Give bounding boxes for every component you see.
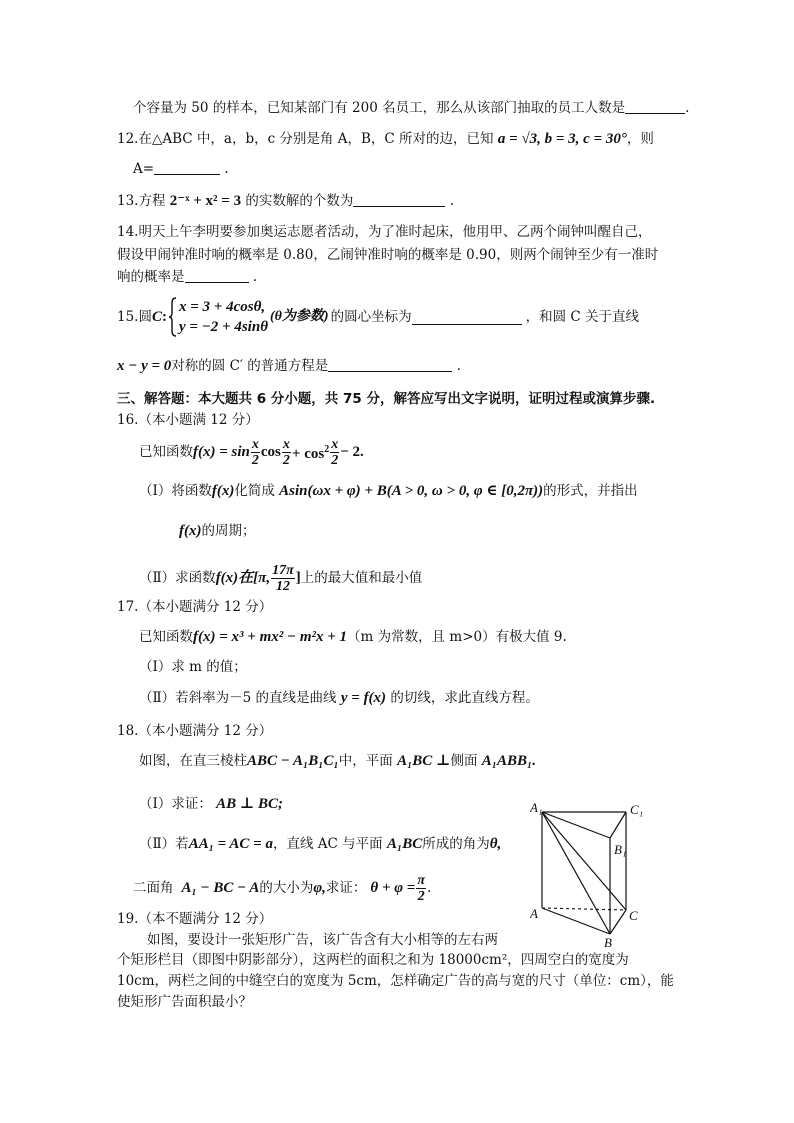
q15-line-math: x − y = 0 — [117, 358, 172, 374]
q15-eq2: y = −2 + 4sinθ — [179, 319, 268, 335]
q16-part2-frac: $\frac{17\pi}{12}$ — [272, 562, 294, 594]
q18-line3-math: A₁ − BC − A — [181, 880, 260, 896]
q18-given-b: 中，平面 — [338, 753, 393, 769]
label-B: B — [604, 935, 612, 950]
q16-part1-fx: f(x) — [211, 483, 235, 499]
q16-part2 — [139, 558, 422, 598]
q14-line2: 假设甲闹钟准时响的概率是 0.80，乙闹钟准时响的概率是 0.90，则两个闹钟至少有一准时 — [117, 247, 659, 263]
label-B1: B₁ — [614, 842, 627, 857]
q16-part2-text: （Ⅱ）求函数 — [139, 570, 216, 586]
q18-given-math2: A₁BC ⊥ — [397, 753, 451, 769]
q18-part2-math2: A₁BC — [386, 836, 423, 852]
q16-part1-math: Asin(ωx + φ) + B(A > 0, ω > 0, φ ∈ [0,2π)) — [279, 483, 544, 499]
q15-line2 — [117, 357, 461, 375]
q16-minus2: − 2. — [340, 444, 364, 460]
q18-line3-c: 求证： — [325, 880, 367, 896]
q18-part2 — [139, 835, 501, 853]
q16-given-text: 已知函数 — [139, 444, 193, 460]
q16-part2-bracket: ] — [295, 570, 301, 586]
q17-part2 — [139, 689, 539, 707]
q13-text2: 的实数解的个数为 — [245, 193, 354, 209]
q18-given-text: 如图，在直三棱柱 — [139, 753, 247, 769]
prism-figure — [530, 800, 670, 950]
q16-part1-b: 化简成 — [234, 483, 275, 499]
q18-part1-text: （Ⅰ）求证： — [139, 796, 212, 812]
q17-header: 17.（本小题满分 12 分） — [117, 599, 273, 615]
q17-part2-math: y = f(x) — [340, 690, 387, 706]
q18-line3-text: 二面角 — [133, 880, 174, 896]
q12-text: 12.在△ABC 中，a，b，c 分别是角 A，B，C 所对的边，已知 — [117, 131, 494, 147]
q18-part2-math1: AA₁ = AC = a — [188, 836, 273, 852]
q15-label: 15.圆 — [117, 309, 152, 325]
q16-fx: f(x) = sin — [193, 444, 250, 460]
q16-plus-cos2: + $\cos^2$ — [291, 444, 330, 462]
q16-part1 — [139, 482, 638, 500]
q18-part1 — [139, 795, 283, 813]
q16-part1-fx2: f(x) — [179, 523, 202, 539]
q17-given-b: （m 为常数，且 m>0）有极大值 9. — [347, 629, 567, 645]
q13-text: 13.方程 — [117, 193, 166, 209]
q18-given-c: 侧面 — [450, 753, 478, 769]
q19-line2: 个矩形栏目（即图中阴影部分），这两栏的面积之和为 18000cm²，四周空白的宽度为 — [117, 952, 629, 968]
q18-line3-math2: θ + φ = — [370, 880, 416, 896]
q15-text1: 的圆心坐标为 — [330, 309, 412, 325]
q12-math: a = √3, b = 3, c = 30° — [497, 131, 627, 147]
q11-end: . — [685, 100, 690, 116]
q15-end: . — [456, 358, 461, 374]
q16-part2-math: f(x)在[π, — [215, 570, 271, 586]
q16-part2-b: 上的最大值和最小值 — [300, 570, 423, 586]
q18-part2-text: （Ⅱ）若 — [139, 836, 189, 852]
q16-frac3: $\frac{x}{2}$ — [331, 436, 339, 468]
q14-line1: 14.明天上午李明要参加奥运志愿者活动，为了准时起床，他用甲、乙两个闹钟叫醒自己， — [117, 224, 652, 240]
q17-given-math: f(x) = x³ + mx² − m²x + 1 — [193, 629, 348, 645]
q19-header: 19.（本不题满分 12 分） — [117, 911, 273, 927]
q18-header: 18.（本小题满分 12 分） — [117, 723, 273, 739]
q11-blank — [625, 99, 685, 114]
q12-end: . — [224, 161, 229, 177]
q15-line — [117, 294, 639, 340]
q19-line1: 如图，要设计一张矩形广告，该广告含有大小相等的左右两 — [147, 932, 498, 948]
q18-line3-phi: φ, — [313, 880, 326, 896]
q15-blank2 — [328, 357, 452, 372]
q14-end: . — [252, 269, 258, 285]
q15-eq1: x = 3 + 4cosθ, — [179, 299, 266, 315]
q12-then: ，则 — [626, 131, 654, 147]
q18-line3 — [133, 868, 431, 908]
q12-line — [117, 130, 654, 148]
q17-given-text: 已知函数 — [139, 629, 193, 645]
section-3-heading: 三、解答题：本大题共 6 分小题，共 75 分，解答应写出文字说明，证明过程或演算步骤. — [117, 391, 656, 407]
q15-line2-text: 对称的圆 C′ 的普通方程是 — [171, 358, 329, 374]
q18-given-math3: A₁ABB₁. — [481, 753, 536, 769]
q13-line — [117, 192, 454, 210]
label-C: C — [629, 908, 638, 923]
q15-colon: : — [162, 309, 167, 325]
q18-line3-end: . — [426, 880, 432, 896]
q18-part2-theta: θ, — [489, 836, 502, 852]
q18-part2-c: 所成的角为 — [422, 836, 490, 852]
q11-text: 个容量为 50 的样本，已知某部门有 200 名员工，那么从该部门抽取的员工人数是 — [133, 100, 626, 116]
q15-blank1 — [412, 310, 522, 325]
q19-line4: 使矩形广告面积最小？ — [117, 994, 252, 1010]
q16-frac2: $\frac{x}{2}$ — [282, 436, 290, 468]
q17-part2-b: 的切线，求此直线方程。 — [390, 690, 539, 706]
label-A1: A₁ — [530, 800, 543, 815]
q15-system — [179, 297, 268, 337]
q16-part1-d: 的周期； — [201, 523, 256, 539]
q16-part1-line2 — [179, 522, 256, 540]
q19-line3: 10cm，两栏之间的中缝空白的宽度为 5cm，怎样确定广告的高与宽的尺寸（单位：cm），能 — [117, 973, 674, 989]
q12-A-label: A= — [133, 161, 155, 177]
q13-math: 2⁻ˣ + x² = 3 — [169, 193, 242, 209]
q18-line3-frac: $\frac{\pi}{2}$ — [417, 872, 425, 904]
q16-frac1: $\frac{x}{2}$ — [251, 436, 259, 468]
q14-text: 响的概率是 — [117, 269, 185, 285]
q14-blank — [185, 268, 249, 283]
q15-brace — [169, 297, 177, 337]
q14-line3 — [117, 268, 257, 286]
q12-blank — [154, 160, 220, 175]
q17-given — [139, 628, 567, 646]
q18-given — [139, 752, 536, 770]
label-A: A — [530, 906, 538, 921]
label-C1: C₁ — [630, 802, 644, 817]
q15-param: (θ为参数) — [269, 309, 329, 324]
q15-circle-C: C — [151, 309, 162, 325]
q18-given-math1: ABC − A₁B₁C₁ — [247, 753, 339, 769]
q16-cos: cos — [260, 444, 281, 460]
q16-header: 16.（本小题满 12 分） — [117, 412, 259, 428]
q17-part1: （Ⅰ）求 m 的值； — [139, 659, 247, 675]
q16-given — [139, 432, 364, 472]
q17-part2-text: （Ⅱ）若斜率为－5 的直线是曲线 — [139, 690, 337, 706]
q15-text2: ，和圆 C 关于直线 — [525, 309, 639, 325]
q18-part2-b: ，直线 AC 与平面 — [272, 836, 383, 852]
q12-line2 — [133, 160, 229, 178]
q13-end: . — [449, 193, 454, 209]
q18-line3-b: 的大小为 — [259, 880, 314, 896]
q16-part1-c: 的形式，并指出 — [543, 483, 638, 499]
q18-part1-math: AB ⊥ BC; — [216, 796, 284, 812]
q16-part1-text: （Ⅰ）将函数 — [139, 483, 212, 499]
q11-line — [133, 99, 689, 117]
q13-blank — [353, 192, 445, 207]
